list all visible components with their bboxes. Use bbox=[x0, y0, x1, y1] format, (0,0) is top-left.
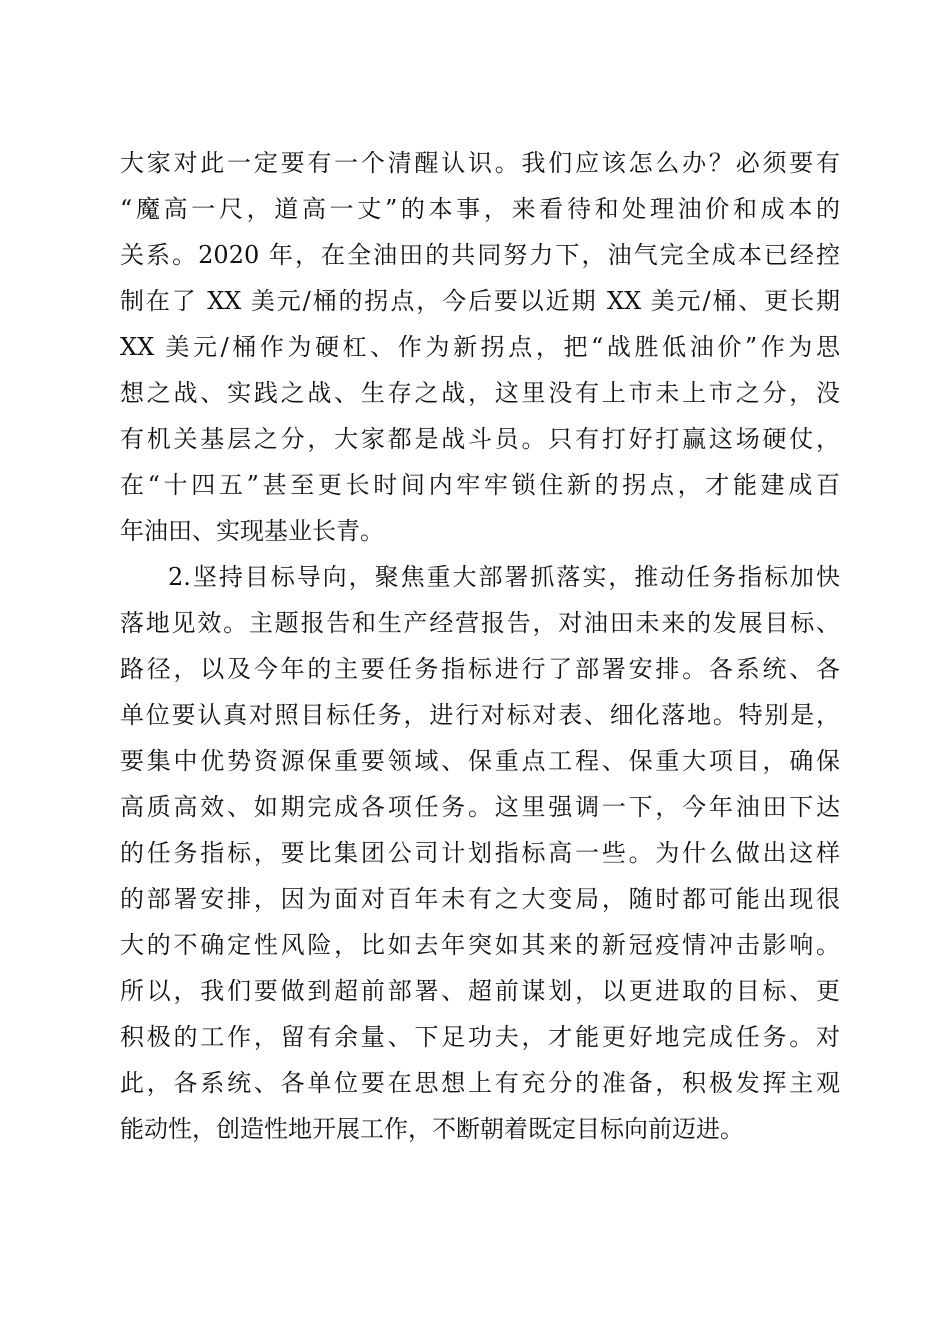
text-line: “魔高一尺，道高一丈”的本事，来看待和处理油价和成本的 bbox=[120, 195, 840, 223]
text-line: 要集中优势资源保重要领域、保重点工程、保重大项目，确保 bbox=[120, 747, 840, 775]
text-line: 有机关基层之分，大家都是战斗员。只有打好打赢这场硬仗， bbox=[120, 425, 840, 453]
text-line: XX 美元/桶作为硬杠、作为新拐点，把“战胜低油价”作为思 bbox=[120, 333, 840, 361]
text-line: 的任务指标，要比集团公司计划指标高一些。为什么做出这样 bbox=[120, 839, 840, 867]
text-line: 路径，以及今年的主要任务指标进行了部署安排。各系统、各 bbox=[120, 655, 840, 683]
text-line: 落地见效。主题报告和生产经营报告，对油田未来的发展目标、 bbox=[120, 609, 840, 637]
text-line: 能动性，创造性地开展工作，不断朝着既定目标向前迈进。 bbox=[120, 1115, 744, 1143]
text-line: 2.坚持目标导向，聚焦重大部署抓落实，推动任务指标加快 bbox=[168, 563, 840, 591]
text-line: 在“十四五”甚至更长时间内牢牢锁住新的拐点，才能建成百 bbox=[120, 471, 840, 499]
text-line: 大的不确定性风险，比如去年突如其来的新冠疫情冲击影响。 bbox=[120, 931, 840, 959]
text-line: 年油田、实现基业长青。 bbox=[120, 517, 384, 545]
text-line: 关系。2020 年，在全油田的共同努力下，油气完全成本已经控 bbox=[120, 241, 840, 269]
text-line: 大家对此一定要有一个清醒认识。我们应该怎么办？必须要有 bbox=[120, 149, 840, 177]
paragraph-1 bbox=[120, 140, 840, 554]
text-line: 制在了 XX 美元/桶的拐点，今后要以近期 XX 美元/桶、更长期 bbox=[120, 287, 840, 315]
text-line: 想之战、实践之战、生存之战，这里没有上市未上市之分，没 bbox=[120, 379, 840, 407]
document-body bbox=[120, 140, 840, 1152]
text-line: 单位要认真对照目标任务，进行对标对表、细化落地。特别是， bbox=[120, 701, 840, 729]
text-line: 积极的工作，留有余量、下足功夫，才能更好地完成任务。对 bbox=[120, 1023, 840, 1051]
text-line: 所以，我们要做到超前部署、超前谋划，以更进取的目标、更 bbox=[120, 977, 840, 1005]
paragraph-2 bbox=[120, 554, 840, 1152]
text-line: 此，各系统、各单位要在思想上有充分的准备，积极发挥主观 bbox=[120, 1069, 840, 1097]
text-line: 的部署安排，因为面对百年未有之大变局，随时都可能出现很 bbox=[120, 885, 840, 913]
text-line: 高质高效、如期完成各项任务。这里强调一下，今年油田下达 bbox=[120, 793, 840, 821]
